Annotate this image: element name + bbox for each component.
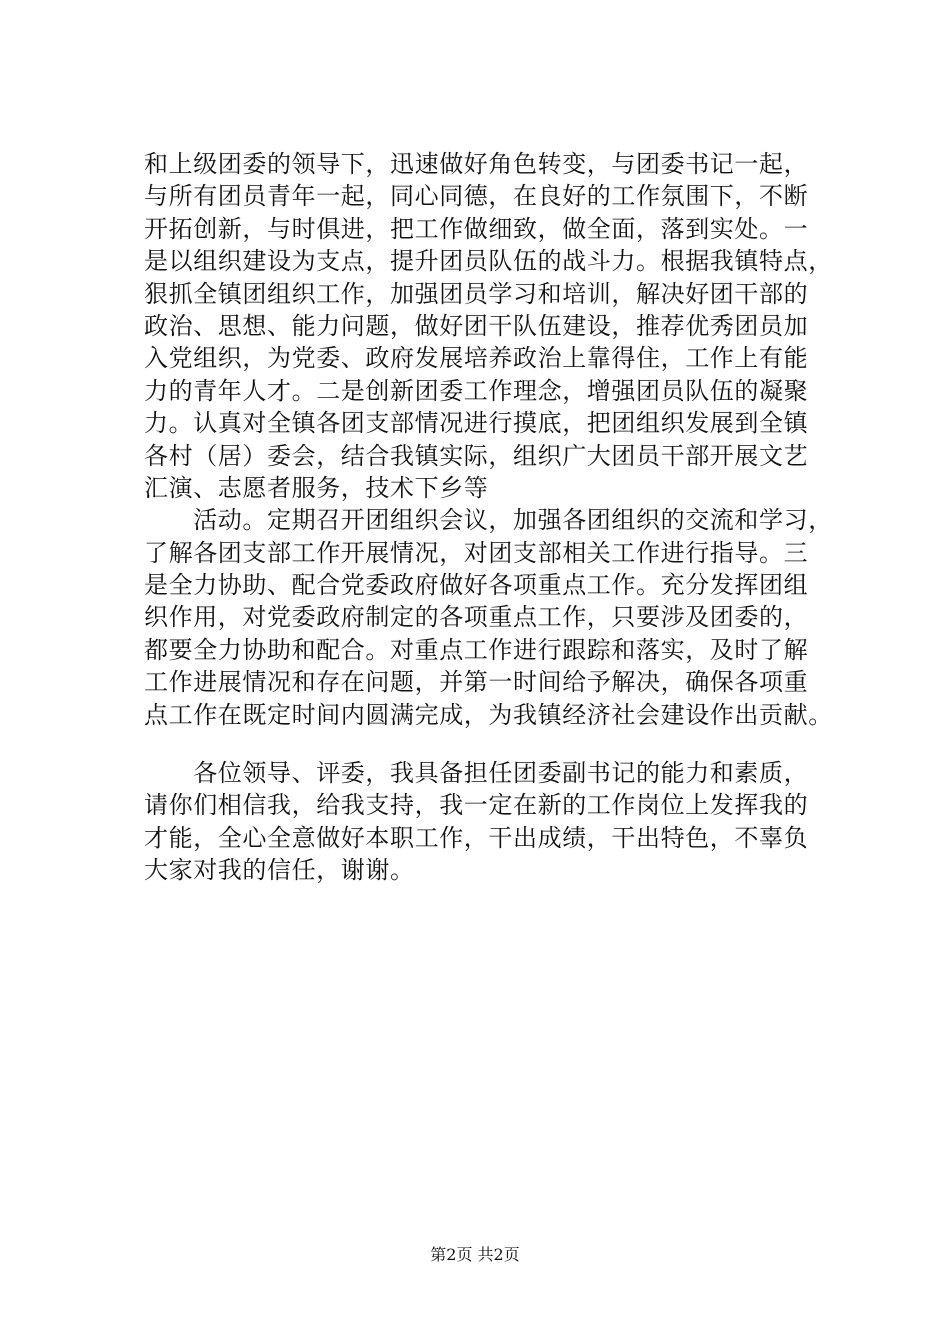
text-line: 活动。定期召开团组织会议，加强各团组织的交流和学习， <box>144 506 833 535</box>
text-line: 狠抓全镇团组织工作，加强团员学习和培训，解决好团干部的 <box>144 279 809 308</box>
text-line: 才能，全心全意做好本职工作，干出成绩，干出特色，不辜负 <box>144 823 809 852</box>
text-line: 入党组织，为党委、政府发展培养政治上靠得住，工作上有能 <box>144 344 809 373</box>
document-body <box>144 148 844 887</box>
text-line: 汇演、志愿者服务，技术下乡等 <box>144 473 489 502</box>
text-line: 各位领导、评委，我具备担任团委副书记的能力和素质， <box>144 759 809 788</box>
text-line: 是全力协助、配合党委政府做好各项重点工作。充分发挥团组 <box>144 571 809 600</box>
text-line: 都要全力协助和配合。对重点工作进行跟踪和落实，及时了解 <box>144 635 809 664</box>
text-line: 大家对我的信任，谢谢。 <box>144 856 415 885</box>
text-line: 开拓创新，与时俱进，把工作做细致，做全面，落到实处。一 <box>144 214 809 243</box>
text-line: 力的青年人才。二是创新团委工作理念，增强团员队伍的凝聚 <box>144 376 809 405</box>
text-line: 政治、思想、能力问题，做好团干队伍建设，推荐优秀团员加 <box>144 311 809 340</box>
paragraph-1 <box>144 148 844 731</box>
text-line: 和上级团委的领导下，迅速做好角色转变，与团委书记一起， <box>144 150 809 178</box>
text-line: 了解各团支部工作开展情况，对团支部相关工作进行指导。三 <box>144 538 809 567</box>
text-line: 请你们相信我，给我支持，我一定在新的工作岗位上发挥我的 <box>144 791 809 820</box>
text-line: 各村（居）委会，结合我镇实际，组织广大团员干部开展文艺 <box>144 441 809 470</box>
text-line: 工作进展情况和存在问题，并第一时间给予解决，确保各项重 <box>144 668 809 697</box>
paragraph-2 <box>144 757 844 887</box>
text-line: 与所有团员青年一起，同心同德，在良好的工作氛围下，不断 <box>144 182 809 211</box>
text-line: 是以组织建设为支点，提升团员队伍的战斗力。根据我镇特点， <box>144 247 833 276</box>
text-line: 力。认真对全镇各团支部情况进行摸底，把团组织发展到全镇 <box>144 409 809 438</box>
text-line: 织作用，对党委政府制定的各项重点工作，只要涉及团委的， <box>144 603 809 632</box>
page-footer: 第2页 共2页 <box>430 1245 520 1264</box>
paragraph-gap <box>144 731 844 757</box>
text-line: 点工作在既定时间内圆满完成，为我镇经济社会建设作出贡献。 <box>144 700 833 729</box>
